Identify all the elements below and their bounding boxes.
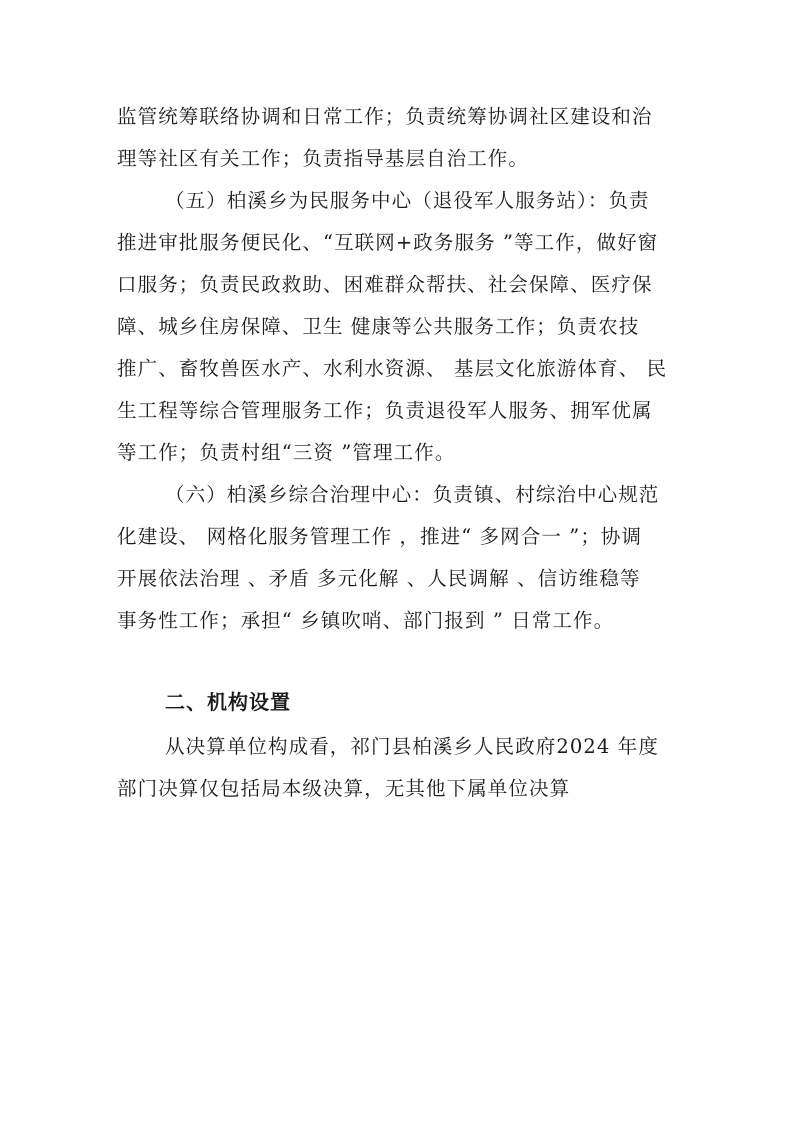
paragraph-line: 等工作；负责村组“三资 ”管理工作。 xyxy=(117,441,456,464)
paragraph-line: 化建设、 网格化服务管理工作 ，推进“ 多网合一 ”；协调 xyxy=(117,525,643,548)
paragraph-line: 从决算单位构成看，祁门县柏溪乡人民政府2024 年度 xyxy=(165,735,659,758)
paragraph-line: （五）柏溪乡为民服务中心（退役军人服务站）：负责 xyxy=(165,189,650,212)
paragraph-line: 开展依法治理 、矛盾 多元化解 、人民调解 、信访维稳等 xyxy=(117,567,641,590)
section-heading: 二、机构设置 xyxy=(165,690,291,714)
paragraph-line: 障、城乡住房保障、卫生 健康等公共服务工作；负责农技 xyxy=(117,315,640,338)
paragraph-line: 理等社区有关工作；负责指导基层自治工作。 xyxy=(117,147,530,170)
paragraph-line: 生工程等综合管理服务工作；负责退役军人服务、拥军优属 xyxy=(117,399,653,422)
paragraph-line: （六）柏溪乡综合治理中心：负责镇、村综治中心规范 xyxy=(165,483,660,506)
paragraph-line: 部门决算仅包括局本级决算，无其他下属单位决算 xyxy=(117,777,571,800)
paragraph-line: 事务性工作；承担“ 乡镇吹哨、部门报到 ” 日常工作。 xyxy=(117,609,615,632)
paragraph-line: 推广、畜牧兽医水产、水利水资源、 基层文化旅游体育、 民 xyxy=(117,357,668,380)
paragraph-line: 监管统筹联络协调和日常工作；负责统筹协调社区建设和治 xyxy=(117,105,653,128)
paragraph-line: 推进审批服务便民化、“互联网+政务服务 ”等工作，做好窗 xyxy=(117,231,659,254)
paragraph-line: 口服务；负责民政救助、困难群众帮扶、社会保障、医疗保 xyxy=(117,273,653,296)
